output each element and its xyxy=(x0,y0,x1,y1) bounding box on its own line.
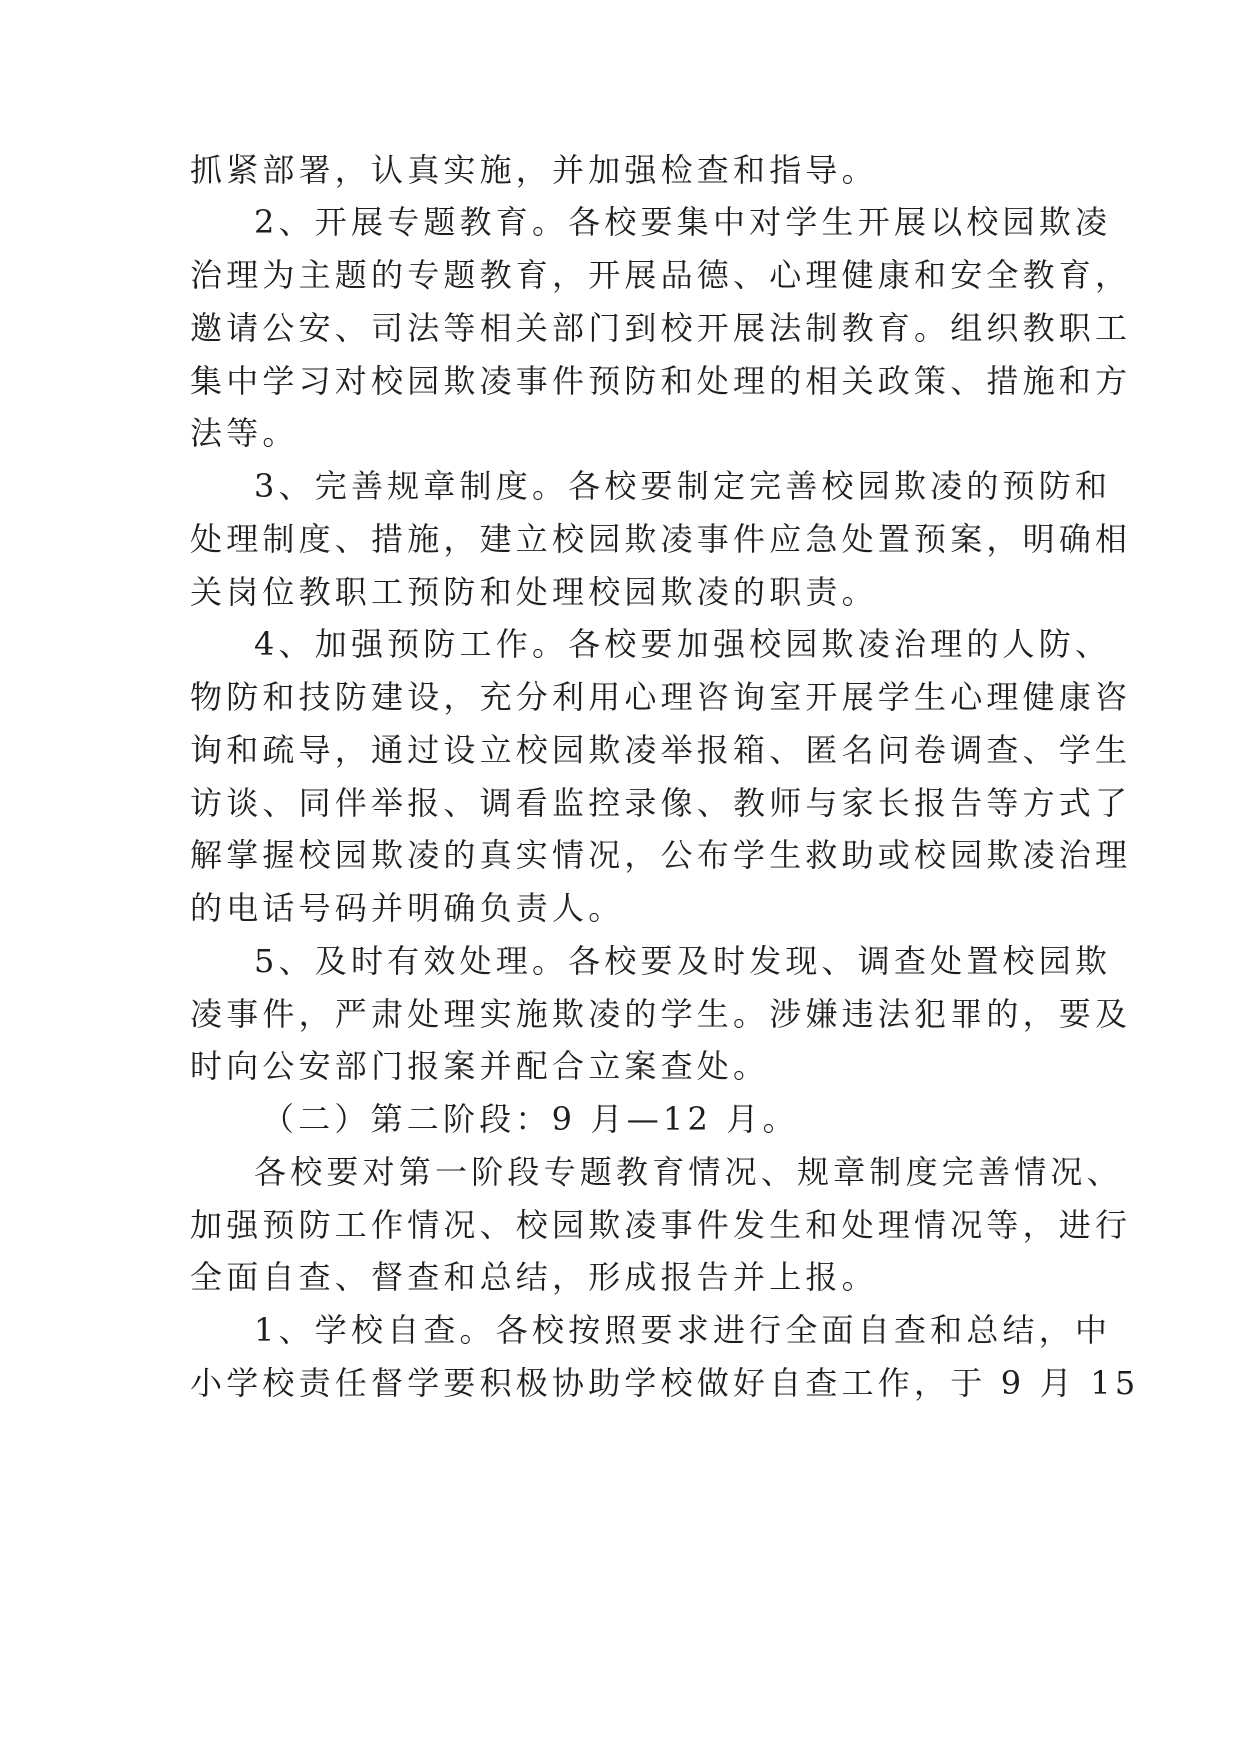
text-line: 的电话号码并明确负责人。 xyxy=(190,889,625,927)
text-line: 抓紧部署，认真实施，并加强检查和指导。 xyxy=(190,151,878,189)
text-line: 凌事件，严肃处理实施欺凌的学生。涉嫌违法犯罪的，要及 xyxy=(190,995,1132,1033)
text-line: 小学校责任督学要积极协助学校做好自查工作，于 9 月 15 xyxy=(190,1364,1140,1402)
text-line: 解掌握校园欺凌的真实情况，公布学生救助或校园欺凌治理 xyxy=(190,836,1132,874)
section-heading-stage-two: （二）第二阶段：9 月—12 月。 xyxy=(262,1100,799,1138)
text-line: 物防和技防建设，充分利用心理咨询室开展学生心理健康咨 xyxy=(190,678,1132,716)
text-line: 关岗位教职工预防和处理校园欺凌的职责。 xyxy=(190,573,878,611)
text-line: 邀请公安、司法等相关部门到校开展法制教育。组织教职工 xyxy=(190,309,1132,347)
text-line: 询和疏导，通过设立校园欺凌举报箱、匿名问卷调查、学生 xyxy=(190,731,1132,769)
text-line: 各校要对第一阶段专题教育情况、规章制度完善情况、 xyxy=(254,1153,1123,1191)
text-line: 集中学习对校园欺凌事件预防和处理的相关政策、措施和方 xyxy=(190,362,1132,400)
text-line: 时向公安部门报案并配合立案查处。 xyxy=(190,1047,770,1085)
text-line: 加强预防工作情况、校园欺凌事件发生和处理情况等，进行 xyxy=(190,1206,1132,1244)
paragraph-3-heading: 3、完善规章制度。各校要制定完善校园欺凌的预防和 xyxy=(254,467,1112,505)
text-line: 治理为主题的专题教育，开展品德、心理健康和安全教育， xyxy=(190,256,1132,294)
paragraph-5-heading: 5、及时有效处理。各校要及时发现、调查处置校园欺 xyxy=(254,942,1112,980)
text-line: 处理制度、措施，建立校园欺凌事件应急处置预案，明确相 xyxy=(190,520,1132,558)
text-line: 全面自查、督查和总结，形成报告并上报。 xyxy=(190,1258,878,1296)
paragraph-1-heading: 1、学校自查。各校按照要求进行全面自查和总结，中 xyxy=(254,1311,1112,1349)
paragraph-2-heading: 2、开展专题教育。各校要集中对学生开展以校园欺凌 xyxy=(254,203,1112,241)
text-line: 访谈、同伴举报、调看监控录像、教师与家长报告等方式了 xyxy=(190,784,1132,822)
paragraph-4-heading: 4、加强预防工作。各校要加强校园欺凌治理的人防、 xyxy=(254,625,1112,663)
text-line: 法等。 xyxy=(190,414,299,452)
